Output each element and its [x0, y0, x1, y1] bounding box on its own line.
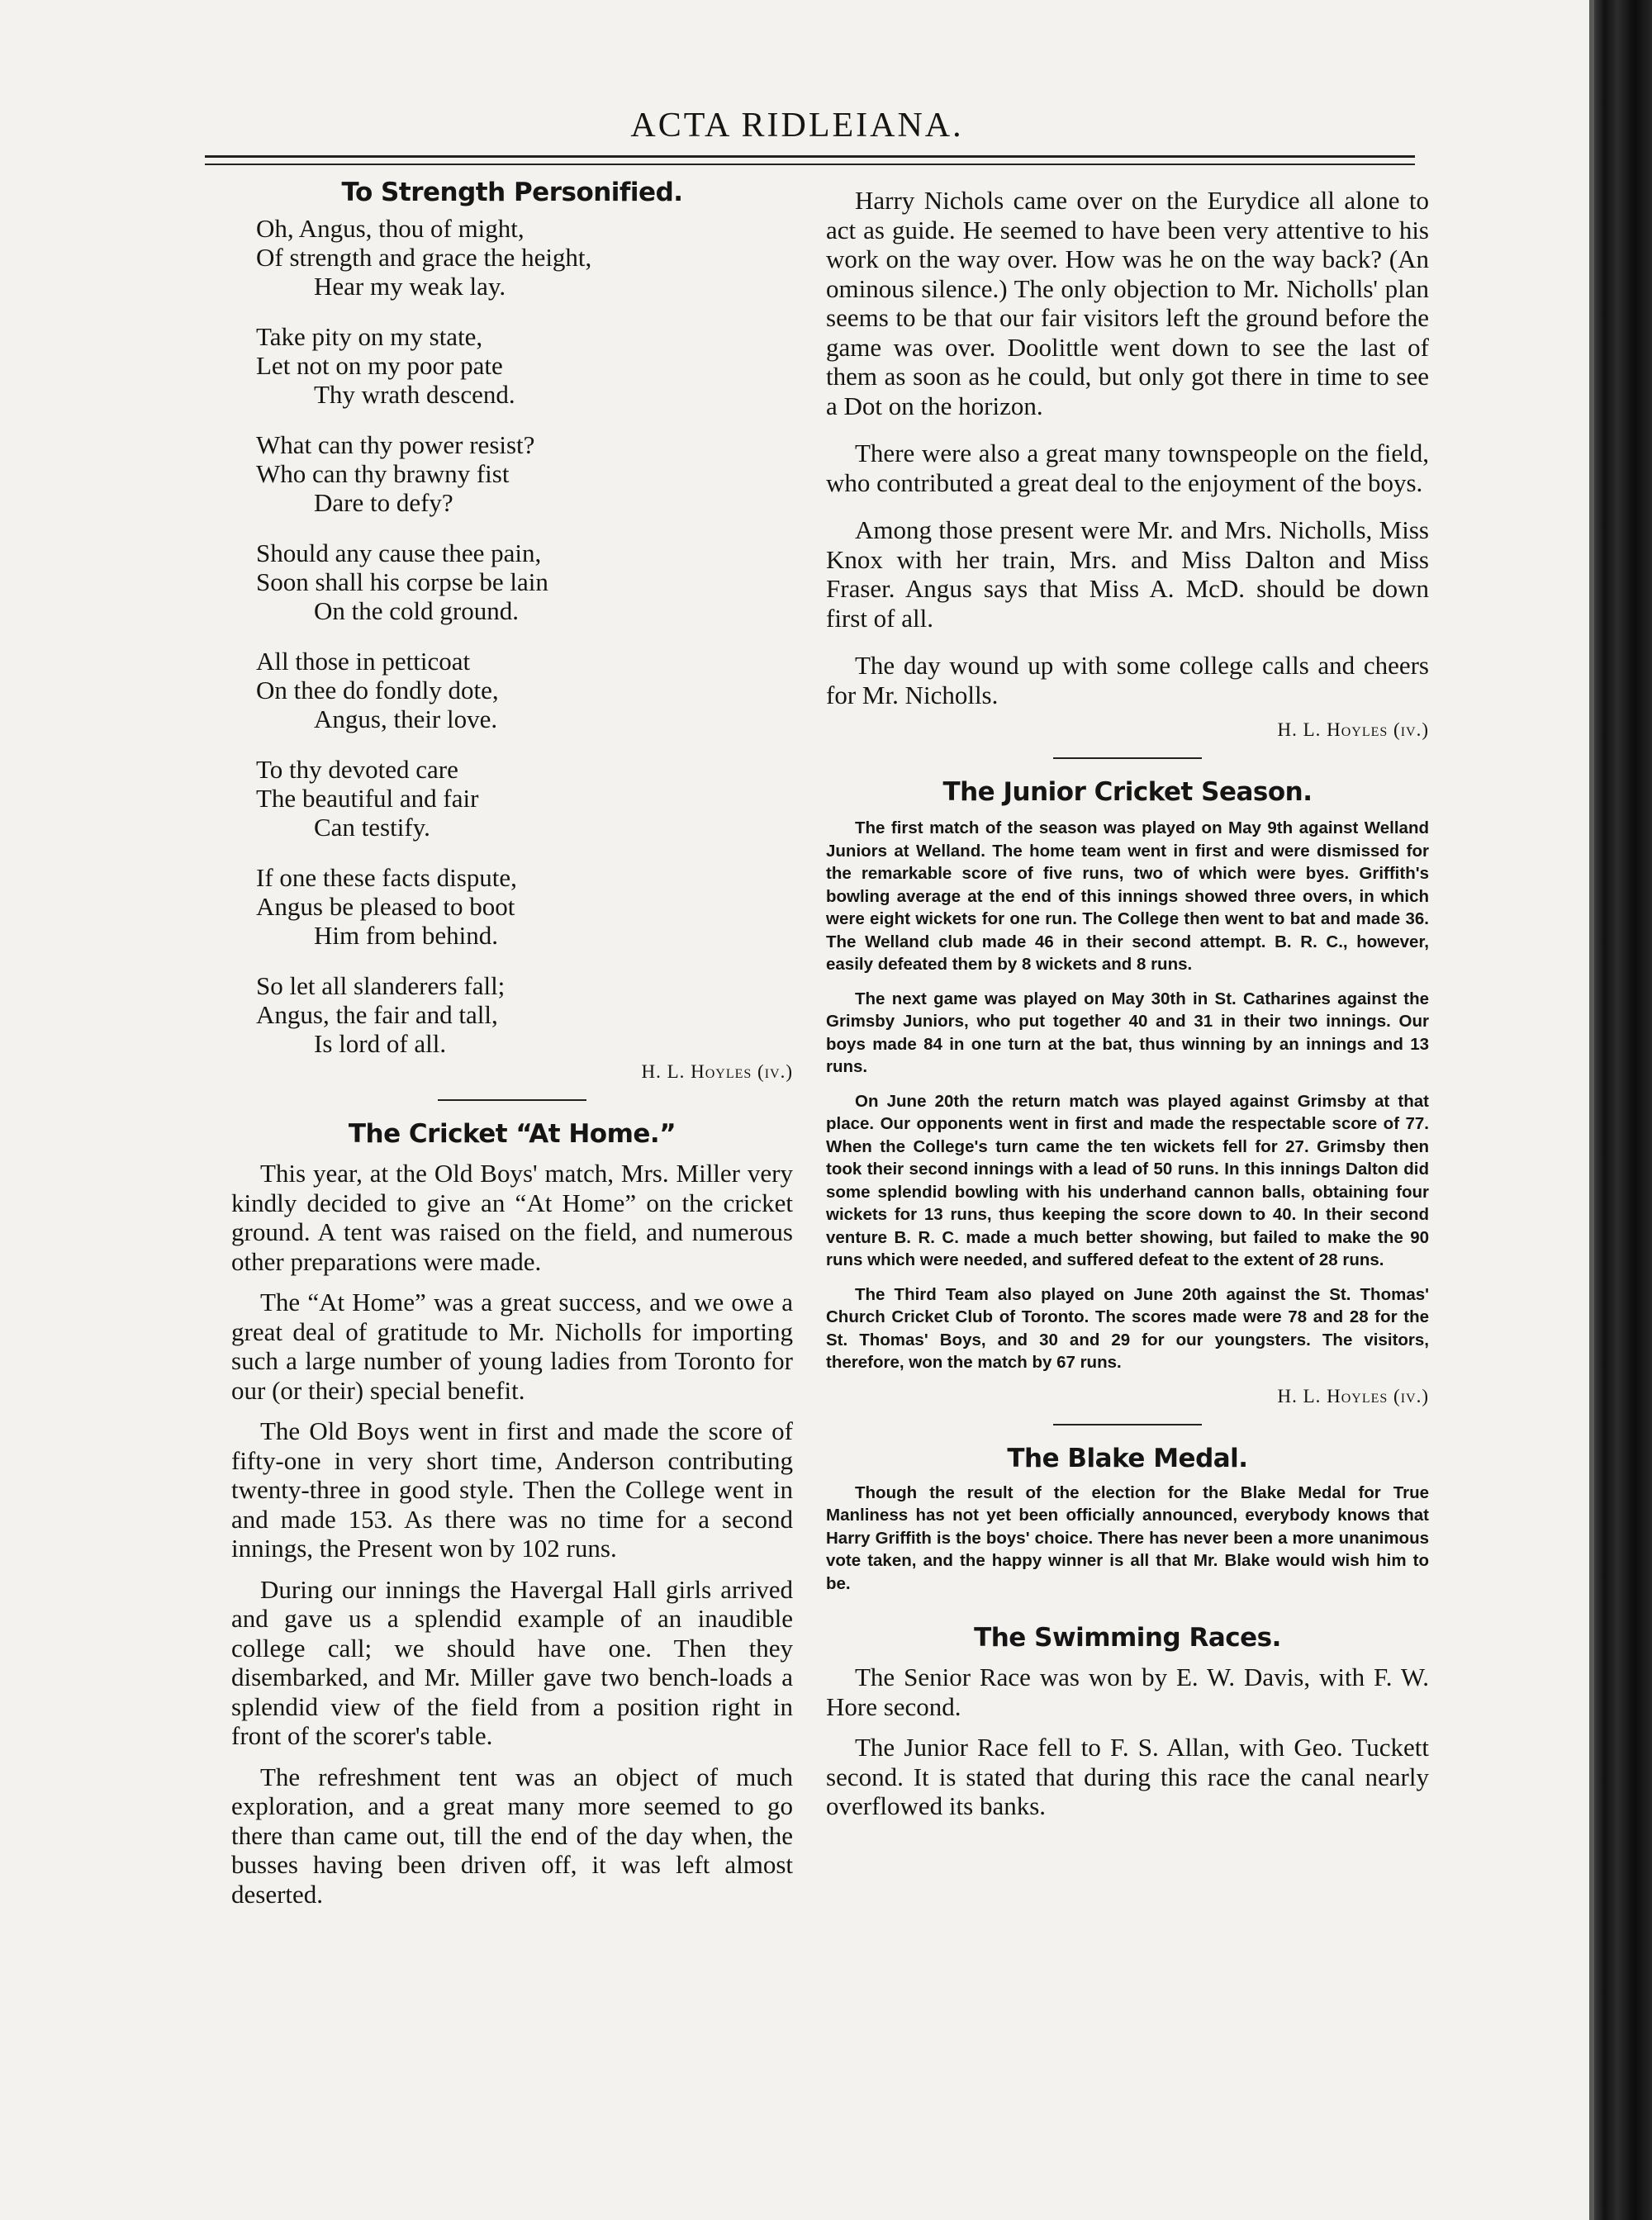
report-paragraph: On June 20th the return match was played against Grimsby at that place. Our opponents went in first and made the respectable score of 77. When the College's turn came the ten wickets fell for 27. Grimsby then took their second innings with a lead of 50 runs. In this innings Dalton did some splendid bowling with his underhand cannon balls, obtaining four wickets for 13 runs, thus keeping the score down to 40. In their second venture B. R. C. made a much better showing, but failed to make the 90 runs which were needed, and suffered defeat to the extent of 28 runs. [826, 1091, 1429, 1269]
poem-line: Angus, their love. [314, 704, 498, 733]
article-paragraph: The Senior Race was won by E. W. Davis, with F. W. Hore second. [826, 1663, 1429, 1721]
poem-line: Soon shall his corpse be lain [256, 567, 548, 596]
poem-line: The beautiful and fair [256, 784, 479, 813]
article-paragraph: Among those present were Mr. and Mrs. Nicholls, Miss Knox with her train, Mrs. and Miss Dalton and Miss Fraser. Angus says that Miss A. McD. should be down first of all. [826, 515, 1429, 633]
article-signature: H. L. Hoyles (iv.) [1277, 719, 1429, 740]
poem-line: To thy devoted care [256, 755, 458, 784]
book-binding-edge [1594, 0, 1652, 2220]
poem-title: To Strength Personified. [341, 178, 683, 207]
cricket-at-home-title: The Cricket “At Home.” [348, 1119, 676, 1149]
poem-line: Thy wrath descend. [314, 380, 515, 409]
poem-line: On the cold ground. [314, 596, 519, 625]
poem-stanza [256, 430, 793, 517]
poem-line: Angus be pleased to boot [256, 892, 515, 921]
poem-line: Angus, the fair and tall, [256, 1000, 498, 1029]
poem-line: Dare to defy? [314, 488, 453, 517]
report-signature: H. L. Hoyles (iv.) [1277, 1385, 1429, 1406]
poem-line: Of strength and grace the height, [256, 243, 592, 272]
report-paragraph: The Third Team also played on June 20th against the St. Thomas' Church Cricket Club of Toronto. The scores made were 78 and 28 for the St. Thomas' Boys, and 30 and 29 for our youngsters. The visitors, therefore, won the match by 67 runs. [826, 1284, 1429, 1372]
poem-line: Hear my weak lay. [314, 272, 506, 301]
poem-stanza [256, 971, 793, 1058]
article-paragraph: There were also a great many townspeople on the field, who contributed a great deal to the enjoyment of the boys. [826, 439, 1429, 497]
poem-line: Can testify. [314, 813, 430, 842]
poem-line: On thee do fondly dote, [256, 676, 499, 704]
poem-stanza [256, 755, 793, 842]
poem-stanza [256, 322, 793, 409]
report-paragraph: Though the result of the election for the Blake Medal for True Manliness has not yet been officially announced, everybody knows that Harry Griffith is the boys' choice. There has never been a more unanimous vote taken, and the happy winner is all that Mr. Blake would wish him to be. [826, 1482, 1429, 1593]
poem-stanza [256, 214, 793, 301]
right-column [826, 178, 1429, 1833]
poem-stanza [256, 538, 793, 625]
poem-line: Let not on my poor pate [256, 351, 503, 380]
poem-stanza [256, 863, 793, 950]
poem-stanza [256, 647, 793, 733]
poem-line: Him from behind. [314, 921, 498, 950]
left-column [231, 178, 793, 1920]
section-divider [1053, 757, 1202, 759]
poem-line: Take pity on my state, [256, 322, 483, 351]
poem-signature: H. L. Hoyles (iv.) [641, 1061, 793, 1082]
article-paragraph: Harry Nichols came over on the Eurydice all alone to act as guide. He seemed to have been very attentive to his work on the way over. How was he on the way back? (An ominous silence.) The only objection to Mr. Nicholls' plan seems to be that our fair visitors left the ground before the game was over. Doolittle went down to see the last of them as soon as he could, but only got there in time to see a Dot on the horizon. [826, 186, 1429, 420]
article-paragraph: The refreshment tent was an object of much exploration, and a great many more seemed to go there than came out, till the end of the day when, the busses having been driven off, it was left almost deserted. [231, 1762, 793, 1909]
article-paragraph: The Old Boys went in first and made the score of fifty-one in very short time, Anderson contributing twenty-three in good style. Then the College went in and made 153. As there was no time for a second innings, the Present won by 102 runs. [231, 1416, 793, 1563]
poem-line: Who can thy brawny fist [256, 459, 510, 488]
header-rule [205, 155, 1415, 165]
junior-cricket-title: The Junior Cricket Season. [942, 777, 1313, 807]
article-paragraph: The Junior Race fell to F. S. Allan, with Geo. Tuckett second. It is stated that during this race the canal nearly overflowed its banks. [826, 1733, 1429, 1820]
report-paragraph: The next game was played on May 30th in St. Catharines against the Grimsby Juniors, who put together 40 and 31 in their two innings. Our boys made 84 in one turn at the bat, thus winning by an innings and 13 runs. [826, 989, 1429, 1076]
section-divider [438, 1099, 586, 1101]
article-paragraph: The “At Home” was a great success, and we owe a great deal of gratitude to Mr. Nicholls for importing such a large number of young ladies from Toronto for our (or their) special benefit. [231, 1288, 793, 1405]
section-divider [1053, 1424, 1202, 1425]
blake-medal-title: The Blake Medal. [1007, 1443, 1248, 1473]
poem-line: Oh, Angus, thou of might, [256, 214, 525, 243]
article-paragraph: This year, at the Old Boys' match, Mrs. Miller very kindly decided to give an “At Home” on the cricket ground. A tent was raised on the field, and numerous other preparations were made. [231, 1159, 793, 1276]
poem-line: Should any cause thee pain, [256, 538, 542, 567]
poem-line: What can thy power resist? [256, 430, 535, 459]
journal-title: ACTA RIDLEIANA. [630, 107, 964, 145]
poem-line: If one these facts dispute, [256, 863, 517, 892]
poem-line: Is lord of all. [314, 1029, 447, 1058]
article-paragraph: During our innings the Havergal Hall girls arrived and gave us a splendid example of an inaudible college call; we should have one. Then they disembarked, and Mr. Miller gave two bench-loads a splendid view of the field from a position right in front of the scorer's table. [231, 1574, 793, 1750]
poem-line: All those in petticoat [256, 647, 471, 676]
article-paragraph: The day wound up with some college calls and cheers for Mr. Nicholls. [826, 651, 1429, 709]
swimming-races-title: The Swimming Races. [974, 1623, 1281, 1653]
report-paragraph: The first match of the season was played on May 9th against Welland Juniors at Welland. The home team went in first and were dismissed for the remarkable score of five runs, two of which were byes. Griffith's bowling average at the end of this innings showed three overs, in which were eight wickets for one run. The College then went to bat and made 36. The Welland club made 46 in their second attempt. B. R. C., however, easily defeated them by 8 wickets and 8 runs. [826, 818, 1429, 974]
poem-line: So let all slanderers fall; [256, 971, 506, 1000]
